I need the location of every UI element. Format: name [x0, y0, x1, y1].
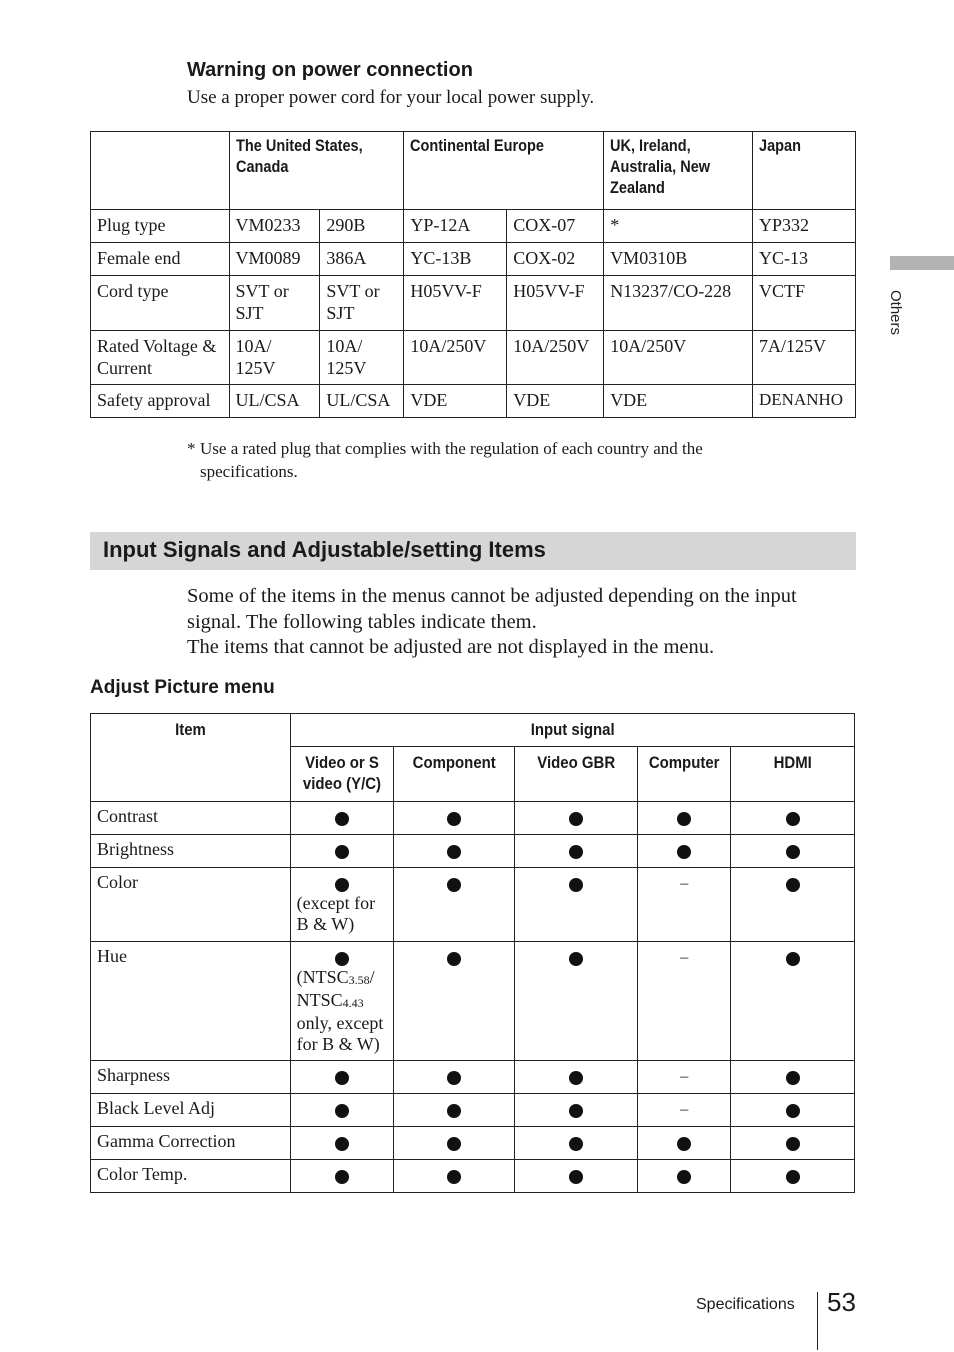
item-label: Gamma Correction — [91, 1127, 291, 1160]
intro-text — [187, 584, 847, 661]
signal-row-sharpness — [91, 1061, 855, 1094]
supported-dot-icon — [569, 1137, 583, 1151]
signal-row-contrast — [91, 802, 855, 835]
signal-header-row — [91, 714, 855, 747]
supported-dot-icon — [569, 845, 583, 859]
side-tab-label: Others — [887, 290, 904, 336]
mark-cell — [290, 1094, 393, 1127]
cell: VDE — [404, 385, 507, 418]
cell: SVT or SJT — [320, 276, 404, 331]
power-row-rated-voltage — [91, 331, 856, 385]
adjust-picture-heading: Adjust Picture menu — [90, 677, 275, 698]
mark-cell — [290, 1061, 393, 1094]
cell: COX-02 — [507, 243, 604, 276]
cell: H05VV-F — [507, 276, 604, 331]
supported-dot-icon — [786, 812, 800, 826]
power-header-continental-europe: Continental Europe — [404, 132, 604, 210]
section-title: Input Signals and Adjustable/setting Items — [103, 537, 546, 562]
item-label: Black Level Adj — [91, 1094, 291, 1127]
cell: COX-07 — [507, 210, 604, 243]
supported-dot-icon — [335, 1071, 349, 1085]
mark-cell — [638, 1127, 731, 1160]
power-row-plug-type — [91, 210, 856, 243]
power-header-blank — [91, 132, 230, 210]
supported-dot-icon — [786, 1137, 800, 1151]
intro-paragraph-2: The items that cannot be adjusted are not displayed in the menu. — [187, 636, 715, 658]
item-label: Brightness — [91, 835, 291, 868]
cell: 10A/ 125V — [320, 331, 404, 385]
power-header-us-canada: The United States, Canada — [229, 132, 404, 210]
mark-cell — [515, 1127, 638, 1160]
footnote-marker: * — [187, 439, 196, 458]
item-label: Color — [91, 868, 291, 942]
mark-cell — [638, 835, 731, 868]
mark-cell — [731, 942, 855, 1061]
row-label: Plug type — [91, 210, 230, 243]
supported-dot-icon — [335, 812, 349, 826]
cell: YP-12A — [404, 210, 507, 243]
condition-note: ($NTSC_{3.58}/$ $NTSC_{4.43}$ only, except for B & W) — [296, 967, 384, 1054]
mark-cell — [393, 835, 515, 868]
mark-cell — [290, 942, 393, 1061]
not-supported-dash: – — [680, 949, 689, 966]
supported-dot-icon — [447, 952, 461, 966]
cell: UL/CSA — [229, 385, 320, 418]
header-video-gbr: Video GBR — [515, 747, 638, 802]
cell: DENANHO — [753, 385, 856, 418]
row-label: Female end — [91, 243, 230, 276]
side-tab-marker — [890, 256, 954, 270]
mark-cell — [515, 1094, 638, 1127]
power-header-japan: Japan — [753, 132, 856, 210]
mark-cell — [731, 1094, 855, 1127]
supported-dot-icon — [786, 1104, 800, 1118]
supported-dot-icon — [447, 1104, 461, 1118]
cell: VCTF — [753, 276, 856, 331]
warning-title: Warning on power connection — [187, 59, 473, 81]
mark-cell — [731, 868, 855, 942]
supported-dot-icon — [447, 1170, 461, 1184]
supported-dot-icon — [569, 952, 583, 966]
signal-row-color — [91, 868, 855, 942]
footer-divider — [817, 1292, 818, 1350]
supported-dot-icon — [786, 952, 800, 966]
cell: VM0233 — [229, 210, 320, 243]
supported-dot-icon — [335, 878, 349, 892]
mark-cell — [290, 868, 393, 942]
supported-dot-icon — [786, 845, 800, 859]
header-item: Item — [91, 714, 291, 802]
header-input-signal: Input signal — [290, 714, 854, 747]
supported-dot-icon — [569, 1071, 583, 1085]
mark-cell — [638, 1094, 731, 1127]
adjust-picture-table — [90, 713, 855, 1193]
power-row-safety-approval — [91, 385, 856, 418]
not-supported-dash: – — [680, 875, 689, 892]
not-supported-dash: – — [680, 1068, 689, 1085]
condition-note: (except for B & W) — [296, 893, 376, 934]
cell: YP332 — [753, 210, 856, 243]
mark-cell — [515, 1061, 638, 1094]
supported-dot-icon — [677, 1137, 691, 1151]
supported-dot-icon — [786, 1071, 800, 1085]
mark-cell — [638, 868, 731, 942]
cell: 290B — [320, 210, 404, 243]
supported-dot-icon — [447, 845, 461, 859]
item-label: Color Temp. — [91, 1160, 291, 1193]
cell: VDE — [604, 385, 753, 418]
cell: 386A — [320, 243, 404, 276]
intro-paragraph-1: Some of the items in the menus cannot be adjusted depending on the input signal. The following tables indicate them. — [187, 585, 797, 633]
mark-cell — [515, 942, 638, 1061]
mark-cell — [290, 1160, 393, 1193]
mark-cell — [731, 1160, 855, 1193]
item-label: Hue — [91, 942, 291, 1061]
mark-cell — [731, 1127, 855, 1160]
cell: 10A/ 125V — [229, 331, 320, 385]
mark-cell — [290, 802, 393, 835]
footer-section-label: Specifications — [696, 1296, 795, 1313]
mark-cell — [393, 1061, 515, 1094]
supported-dot-icon — [335, 1170, 349, 1184]
supported-dot-icon — [335, 952, 349, 966]
mark-cell — [515, 1160, 638, 1193]
row-label: Cord type — [91, 276, 230, 331]
item-label: Contrast — [91, 802, 291, 835]
mark-cell — [731, 1061, 855, 1094]
signal-row-black-level-adj — [91, 1094, 855, 1127]
not-supported-dash: – — [680, 1101, 689, 1118]
cell: * — [604, 210, 753, 243]
mark-cell — [638, 802, 731, 835]
section-header-bar — [90, 532, 856, 570]
cell: VM0310B — [604, 243, 753, 276]
power-cord-table — [90, 131, 856, 418]
cell: 10A/250V — [604, 331, 753, 385]
supported-dot-icon — [447, 1137, 461, 1151]
mark-cell — [393, 942, 515, 1061]
mark-cell — [638, 1061, 731, 1094]
header-computer: Computer — [638, 747, 731, 802]
cell: 10A/250V — [507, 331, 604, 385]
mark-cell — [290, 835, 393, 868]
item-label: Sharpness — [91, 1061, 291, 1094]
supported-dot-icon — [677, 1170, 691, 1184]
supported-dot-icon — [335, 845, 349, 859]
supported-dot-icon — [786, 1170, 800, 1184]
supported-dot-icon — [447, 878, 461, 892]
mark-cell — [731, 802, 855, 835]
row-label: Safety approval — [91, 385, 230, 418]
power-row-cord-type — [91, 276, 856, 331]
cell: UL/CSA — [320, 385, 404, 418]
power-row-female-end — [91, 243, 856, 276]
cell: N13237/CO-228 — [604, 276, 753, 331]
mark-cell — [393, 1127, 515, 1160]
supported-dot-icon — [677, 812, 691, 826]
mark-cell — [515, 868, 638, 942]
cell: 7A/125V — [753, 331, 856, 385]
warning-text: Use a proper power cord for your local power supply. — [187, 87, 595, 108]
signal-row-hue — [91, 942, 855, 1061]
mark-cell — [638, 942, 731, 1061]
mark-cell — [515, 835, 638, 868]
footnote-text: Use a rated plug that complies with the regulation of each country and the specifications. — [200, 439, 703, 481]
cell: SVT or SJT — [229, 276, 320, 331]
supported-dot-icon — [569, 1170, 583, 1184]
supported-dot-icon — [335, 1137, 349, 1151]
signal-row-color-temp — [91, 1160, 855, 1193]
mark-cell — [393, 802, 515, 835]
row-label: Rated Voltage & Current — [91, 331, 230, 385]
header-component: Component — [393, 747, 515, 802]
supported-dot-icon — [786, 878, 800, 892]
power-table-header-row — [91, 132, 856, 210]
cell: H05VV-F — [404, 276, 507, 331]
cell: YC-13B — [404, 243, 507, 276]
cell: VDE — [507, 385, 604, 418]
cell: 10A/250V — [404, 331, 507, 385]
supported-dot-icon — [335, 1104, 349, 1118]
mark-cell — [731, 835, 855, 868]
supported-dot-icon — [447, 1071, 461, 1085]
mark-cell — [290, 1127, 393, 1160]
mark-cell — [393, 1160, 515, 1193]
supported-dot-icon — [447, 812, 461, 826]
supported-dot-icon — [677, 845, 691, 859]
mark-cell — [393, 1094, 515, 1127]
mark-cell — [393, 868, 515, 942]
supported-dot-icon — [569, 1104, 583, 1118]
footnote — [187, 437, 800, 483]
mark-cell — [638, 1160, 731, 1193]
mark-cell — [515, 802, 638, 835]
header-video-s-video: Video or S video (Y/C) — [290, 747, 393, 802]
cell: YC-13 — [753, 243, 856, 276]
header-hdmi: HDMI — [731, 747, 855, 802]
signal-row-gamma-correction — [91, 1127, 855, 1160]
signal-row-brightness — [91, 835, 855, 868]
cell: VM0089 — [229, 243, 320, 276]
page-number: 53 — [827, 1287, 856, 1317]
power-header-uk-ireland-australia-nz: UK, Ireland, Australia, New Zealand — [604, 132, 753, 210]
supported-dot-icon — [569, 812, 583, 826]
supported-dot-icon — [569, 878, 583, 892]
